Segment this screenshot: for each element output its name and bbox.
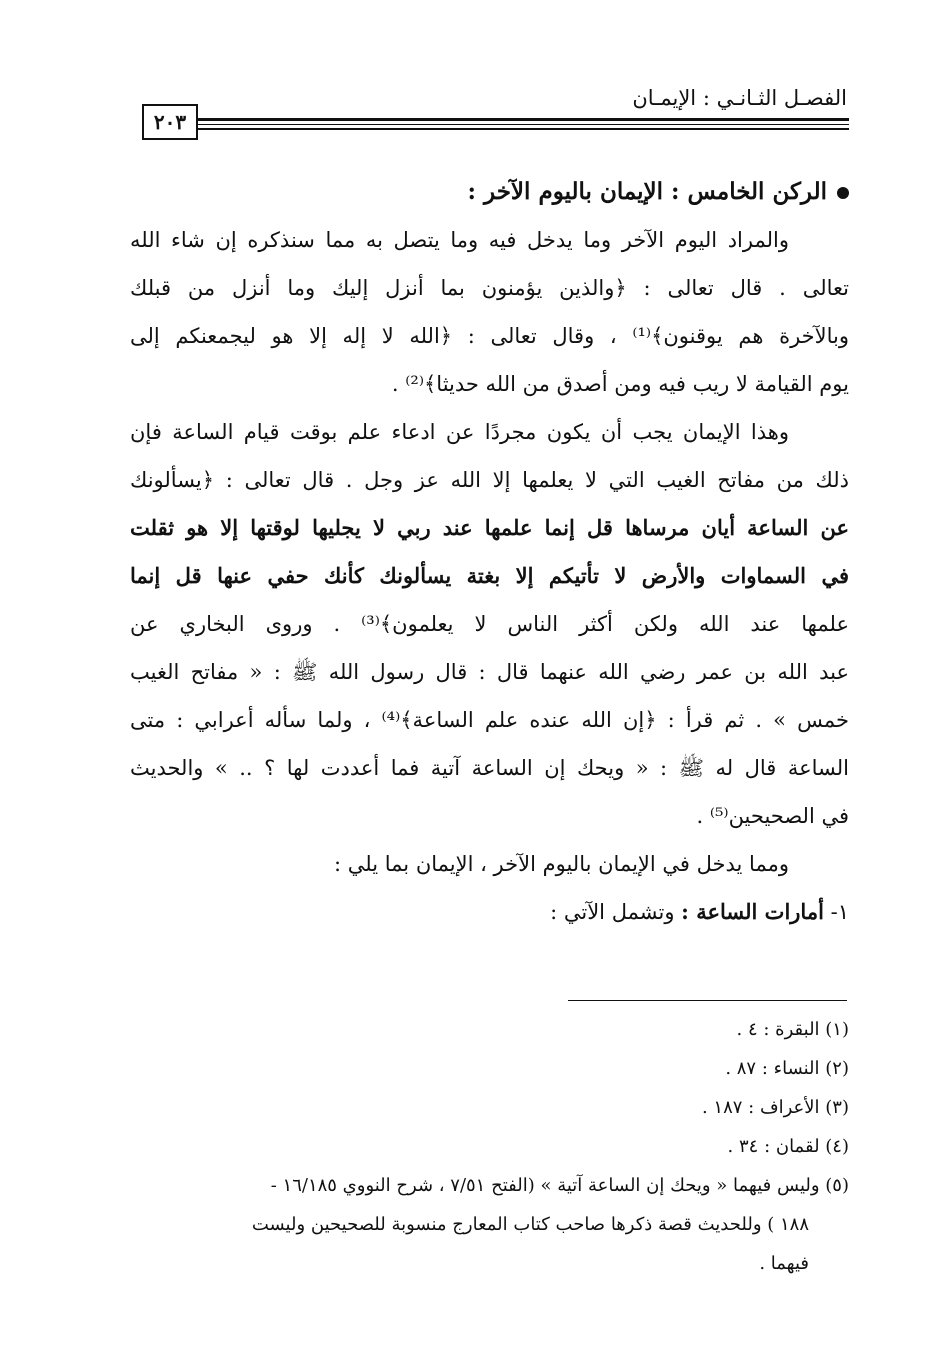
list-item-label: أمارات الساعة : — [681, 899, 824, 924]
paragraph-line: خمس » . ثم قرأ : ﴿إن الله عنده علم الساعة﴾⁽⁴⁾ ، ولما سأله أعرابي : متى — [130, 708, 849, 732]
footnote-continuation: ١٨٨ ) وللحديث قصة ذكرها صاحب كتاب المعارج منسوبة للصحيحين وليست — [251, 1214, 809, 1235]
paragraph-line: الساعة قال له ﷺ : « ويحك إن الساعة آتية فما أعددت لها ؟ .. » والحديث — [130, 756, 849, 780]
footnote: (٢) النساء : ٨٧ . — [725, 1058, 849, 1079]
footnote: (٤) لقمان : ٣٤ . — [727, 1136, 849, 1157]
footnote: (٥) وليس فيهما « ويحك إن الساعة آتية » (الفتح ٧/٥١ ، شرح النووي ١٦/١٨٥ - — [270, 1175, 849, 1196]
paragraph-line: وبالآخرة هم يوقنون﴾⁽¹⁾ ، وقال تعالى : ﴿الله لا إله إلا هو ليجمعنكم إلى — [130, 324, 849, 348]
chapter-title: الفصـل الثـانـي : الإيمـان — [632, 86, 847, 110]
paragraph-line: علمها عند الله ولكن أكثر الناس لا يعلمون﴾⁽³⁾ . وروى البخاري عن — [130, 612, 849, 636]
section-heading — [130, 168, 849, 216]
footnote: (٣) الأعراف : ١٨٧ . — [701, 1097, 849, 1118]
bullet-icon — [837, 187, 849, 199]
paragraph-line: في الصحيحين⁽⁵⁾ . — [696, 804, 849, 828]
paragraph-line: ومما يدخل في الإيمان باليوم الآخر ، الإيمان بما يلي : — [334, 852, 789, 876]
footnote-rule — [568, 1000, 847, 1001]
page-number: ٢٠٣ — [142, 104, 198, 140]
paragraph-line: والمراد اليوم الآخر وما يدخل فيه وما يتصل به مما سنذكره إن شاء الله — [130, 228, 789, 252]
paragraph-line: وهذا الإيمان يجب أن يكون مجردًا عن ادعاء علم بوقت قيام الساعة فإن — [130, 420, 789, 444]
paragraph-line: عن الساعة أيان مرساها قل إنما علمها عند ربي لا يجليها لوقتها إلا هو ثقلت — [130, 515, 849, 540]
body-text — [130, 168, 849, 936]
header-rule — [198, 118, 849, 121]
section-heading-text: الركن الخامس : الإيمان باليوم الآخر : — [467, 178, 827, 205]
header-rule — [198, 124, 849, 125]
paragraph-line: ذلك من مفاتح الغيب التي لا يعلمها إلا الله عز وجل . قال تعالى : ﴿يسألونك — [130, 468, 849, 492]
list-item-text: وتشمل الآتي : — [550, 900, 675, 924]
list-item-number: ١- — [830, 900, 849, 924]
paragraph-line: في السماوات والأرض لا تأتيكم إلا بغتة يسألونك كأنك حفي عنها قل إنما — [130, 563, 849, 588]
header-rule — [198, 128, 849, 130]
paragraph-line: تعالى . قال تعالى : ﴿والذين يؤمنون بما أنزل إليك وما أنزل من قبلك — [130, 276, 849, 300]
footnotes — [130, 1010, 849, 1283]
footnote-continuation: فيهما . — [759, 1253, 809, 1274]
paragraph-line: يوم القيامة لا ريب فيه ومن أصدق من الله حديثا﴾⁽²⁾ . — [391, 372, 849, 396]
list-item — [130, 888, 849, 936]
footnote: (١) البقرة : ٤ . — [736, 1019, 849, 1040]
paragraph-line: عبد الله بن عمر رضي الله عنهما قال : قال رسول الله ﷺ : « مفاتح الغيب — [130, 660, 849, 684]
